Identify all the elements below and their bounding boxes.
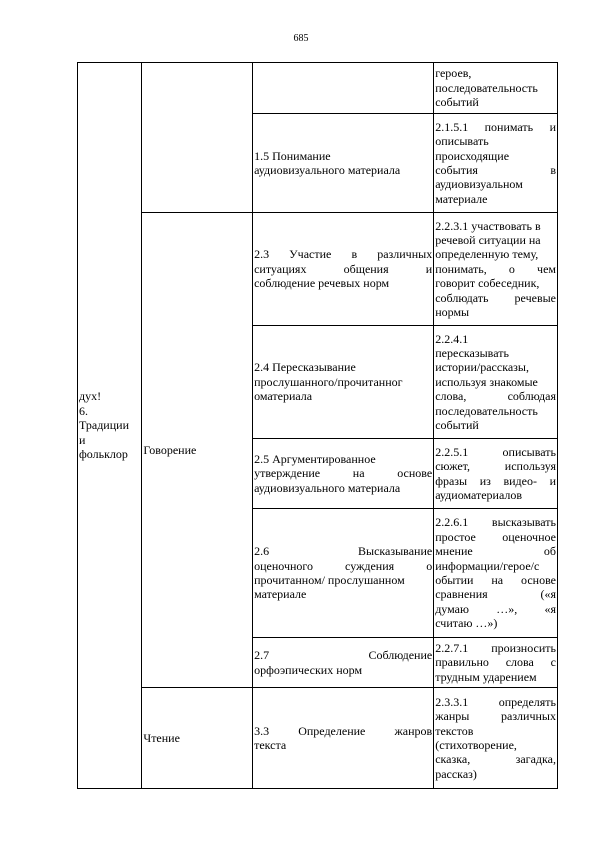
outcome-line: 2.2.7.1 произносить	[435, 640, 556, 655]
skill-line: орфоэпических норм	[254, 662, 363, 677]
outcome-line: истории/рассказы,	[435, 360, 529, 375]
skill-line: аудиовизуального материала	[254, 480, 401, 495]
skill-cell	[253, 509, 434, 638]
outcome-line: последовательность	[435, 403, 538, 418]
outcome-line: материале	[435, 191, 488, 206]
outcome-cell	[434, 114, 558, 213]
skill-line: прослушанного/прочитанног	[254, 374, 403, 389]
outcome-line: 2.2.3.1 участвовать в	[435, 218, 541, 233]
outcome-line: происходящие	[435, 148, 510, 163]
outcome-line: информации/герое/с	[435, 558, 540, 573]
outcome-line: аудиоматериалов	[435, 487, 523, 502]
section-cell-reading	[142, 688, 253, 789]
outcome-cell	[434, 439, 558, 509]
outcome-line: описывать	[435, 134, 489, 149]
table-row	[78, 63, 558, 114]
outcome-cell	[434, 213, 558, 326]
outcome-line: мнение об	[435, 544, 556, 559]
skill-cell	[253, 63, 434, 114]
outcome-line: сюжет, используя	[435, 459, 556, 474]
outcome-line: последовательность	[435, 80, 538, 95]
section-cell-speaking	[142, 213, 253, 688]
outcome-line: 2.3.3.1 определять	[435, 694, 556, 709]
skill-line: 2.4 Пересказывание	[254, 360, 356, 375]
skill-cell	[253, 688, 434, 789]
skill-cell	[253, 326, 434, 439]
outcome-line: 2.2.4.1	[435, 331, 469, 346]
topic-line: дух!	[79, 389, 102, 404]
section-label: Чтение	[143, 730, 180, 745]
section-label: Говорение	[143, 442, 197, 457]
outcome-line: пересказывать	[435, 345, 509, 360]
topic-line: Традиции	[79, 418, 129, 433]
skill-line: 2.5 Аргументированное	[254, 451, 376, 466]
outcome-cell	[434, 688, 558, 789]
outcome-line: 2.1.5.1 понимать и	[435, 119, 556, 134]
outcome-line: событий	[435, 418, 479, 433]
page-number: 685	[293, 33, 309, 44]
section-cell-topic	[78, 63, 142, 789]
topic-line: фольклор	[79, 447, 128, 462]
outcome-line: трудным ударением	[435, 669, 537, 684]
outcome-line: аудиовизуальном	[435, 177, 523, 192]
outcome-line: понимать, о чем	[435, 261, 556, 276]
skill-cell	[253, 638, 434, 688]
outcome-line: обытии на основе	[435, 573, 556, 587]
outcome-line: жанры различных	[435, 709, 556, 724]
skill-line: материале	[254, 587, 307, 602]
skill-cell	[253, 213, 434, 326]
outcome-line: рассказ)	[435, 766, 477, 781]
skill-line: ситуациях общения и	[254, 261, 433, 276]
outcome-line: события в	[435, 163, 556, 177]
outcome-line: текстов	[435, 723, 474, 738]
skill-line: 1.5 Понимание	[254, 148, 331, 163]
outcome-line: определенную тему,	[435, 247, 539, 262]
skill-cell	[253, 439, 434, 509]
outcome-line: героев,	[435, 66, 472, 81]
outcome-line: считаю …»)	[435, 616, 498, 631]
outcome-line: сравнения («я	[435, 587, 556, 602]
skill-line: аудиовизуального материала	[254, 163, 401, 177]
outcome-cell	[434, 638, 558, 688]
skill-line: оценочного суждения о	[254, 558, 433, 573]
topic-line: 6.	[79, 403, 88, 418]
outcome-line: правильно слова с	[435, 655, 556, 670]
topic-line: и	[79, 432, 86, 447]
outcome-line: речевой ситуации на	[435, 232, 541, 247]
outcome-cell	[434, 326, 558, 439]
outcome-line: думаю …», «я	[435, 601, 556, 616]
skill-line: утверждение на основе	[254, 466, 433, 481]
outcome-line: говорит собеседник,	[435, 276, 540, 291]
outcome-line: слова, соблюдая	[435, 389, 556, 404]
outcome-line: используя знакомые	[435, 374, 538, 389]
outcome-line: 2.2.5.1 описывать	[435, 444, 556, 459]
skill-line: прочитанном/ прослушанном	[254, 573, 405, 587]
skill-line: 3.3 Определение жанров	[254, 723, 433, 738]
outcome-cell	[434, 63, 558, 114]
outcome-cell	[434, 509, 558, 638]
outcome-line: 2.2.6.1 высказывать	[435, 515, 556, 530]
skill-line: соблюдение речевых норм	[254, 276, 390, 291]
outcome-line: сказка, загадка,	[435, 752, 556, 767]
skill-line: текста	[254, 738, 287, 752]
skill-line: 2.3 Участие в различных	[254, 247, 433, 262]
table-row	[78, 213, 558, 326]
skill-line: 2.7 Соблюдение	[254, 648, 433, 663]
outcome-line: фразы из видео- и	[435, 473, 556, 488]
outcome-line: (стихотворение,	[435, 738, 517, 752]
outcome-line: соблюдать речевые	[435, 290, 556, 305]
skill-cell	[253, 114, 434, 213]
curriculum-table	[77, 62, 558, 789]
outcome-line: нормы	[435, 305, 470, 320]
outcome-line: простое оценочное	[435, 529, 556, 544]
outcome-line: событий	[435, 95, 479, 110]
table-row	[78, 688, 558, 789]
skill-line: оматериала	[254, 389, 313, 404]
section-cell-empty	[142, 63, 253, 213]
skill-line: 2.6 Высказывание	[254, 544, 433, 559]
